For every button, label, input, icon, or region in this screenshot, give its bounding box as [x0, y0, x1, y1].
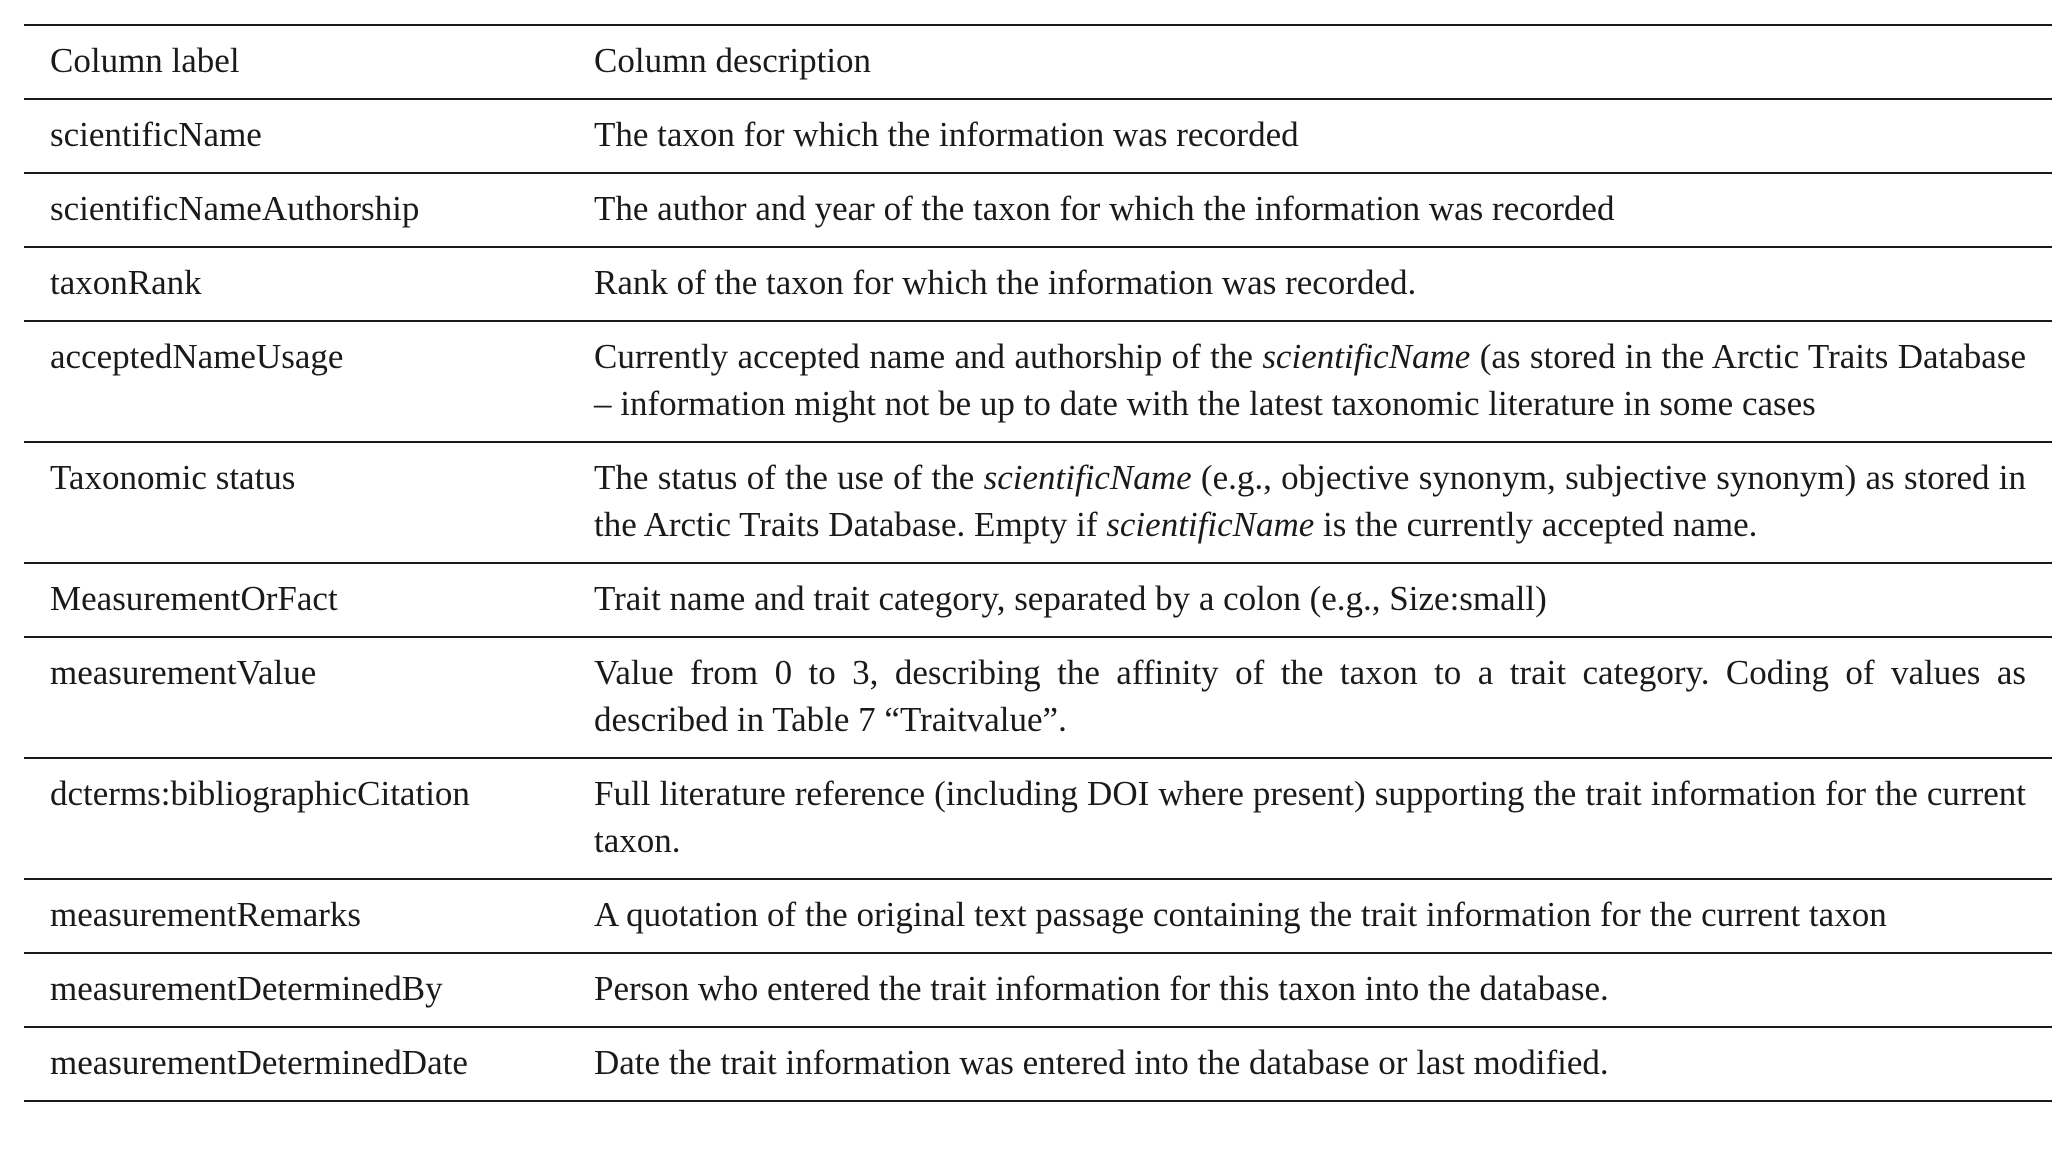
table-row: [24, 637, 2052, 758]
row-column-description: [594, 758, 2052, 879]
row-column-label: measurementValue: [50, 653, 317, 692]
table-row: [24, 247, 2052, 321]
description-text: A quotation of the original text passage containing the trait information for the current taxon: [594, 895, 1887, 934]
row-column-description: [594, 173, 2052, 247]
table-row: [24, 173, 2052, 247]
description-text: Trait name and trait category, separated by a colon (e.g., Size:small): [594, 579, 1547, 618]
table-row: [24, 442, 2052, 563]
description-text: Value from 0 to 3, describing the affinity of the taxon to a trait category. Coding of values as described in Table 7 “Traitvalue”.: [594, 653, 2026, 739]
row-column-label: measurementDeterminedBy: [50, 969, 443, 1008]
table-body: [24, 99, 2052, 1101]
row-column-label: measurementDeterminedDate: [50, 1043, 468, 1082]
row-column-label: measurementRemarks: [50, 895, 362, 934]
row-column-description: [594, 442, 2052, 563]
description-text: is the currently accepted name.: [1314, 505, 1758, 544]
table-row: [24, 879, 2052, 953]
description-italic-term: scientificName: [1262, 337, 1471, 376]
table-row: [24, 1027, 2052, 1101]
header-column-description: Column description: [594, 41, 872, 80]
description-text: The status of the use of the: [594, 458, 984, 497]
description-text: (e.g., objective synonym, subjective synonym) as stored in the Arctic Traits Database. Empty if: [594, 458, 2027, 544]
header-column-label: Column label: [50, 41, 240, 80]
row-column-description: [594, 247, 2052, 321]
row-column-label: dcterms:bibliographicCitation: [50, 774, 470, 813]
row-column-description: [594, 1027, 2052, 1101]
row-column-description: [594, 99, 2052, 173]
table-row: [24, 99, 2052, 173]
description-text: The author and year of the taxon for which the information was recorded: [594, 189, 1615, 228]
table-row: [24, 953, 2052, 1027]
table-row: [24, 563, 2052, 637]
row-column-description: [594, 321, 2052, 442]
table-header: [24, 25, 2052, 99]
row-column-description: [594, 953, 2052, 1027]
description-italic-term: scientificName: [983, 458, 1192, 497]
row-column-description: [594, 879, 2052, 953]
column-description-table-container: [24, 24, 2052, 1102]
description-text: Person who entered the trait information for this taxon into the database.: [594, 969, 1609, 1008]
table-row: [24, 321, 2052, 442]
row-column-description: [594, 637, 2052, 758]
description-text: (as stored in the Arctic Traits Database – information might not be up to date with the latest taxonomic literature in some cases: [594, 337, 2026, 423]
description-text: Currently accepted name and authorship of the: [594, 337, 1263, 376]
row-column-description: [594, 563, 2052, 637]
row-column-label: scientificNameAuthorship: [50, 189, 420, 228]
row-column-label: MeasurementOrFact: [50, 579, 338, 618]
column-description-table: [24, 24, 2052, 1102]
description-text: Full literature reference (including DOI where present) supporting the trait information for the current taxon.: [594, 774, 2026, 860]
description-italic-term: scientificName: [1106, 505, 1315, 544]
row-column-label: Taxonomic status: [50, 458, 296, 497]
description-text: The taxon for which the information was recorded: [594, 115, 1299, 154]
description-text: Rank of the taxon for which the information was recorded.: [594, 263, 1417, 302]
description-text: Date the trait information was entered into the database or last modified.: [594, 1043, 1609, 1082]
row-column-label: acceptedNameUsage: [50, 337, 344, 376]
table-row: [24, 758, 2052, 879]
row-column-label: taxonRank: [50, 263, 202, 302]
header-row: [24, 25, 2052, 99]
row-column-label: scientificName: [50, 115, 262, 154]
